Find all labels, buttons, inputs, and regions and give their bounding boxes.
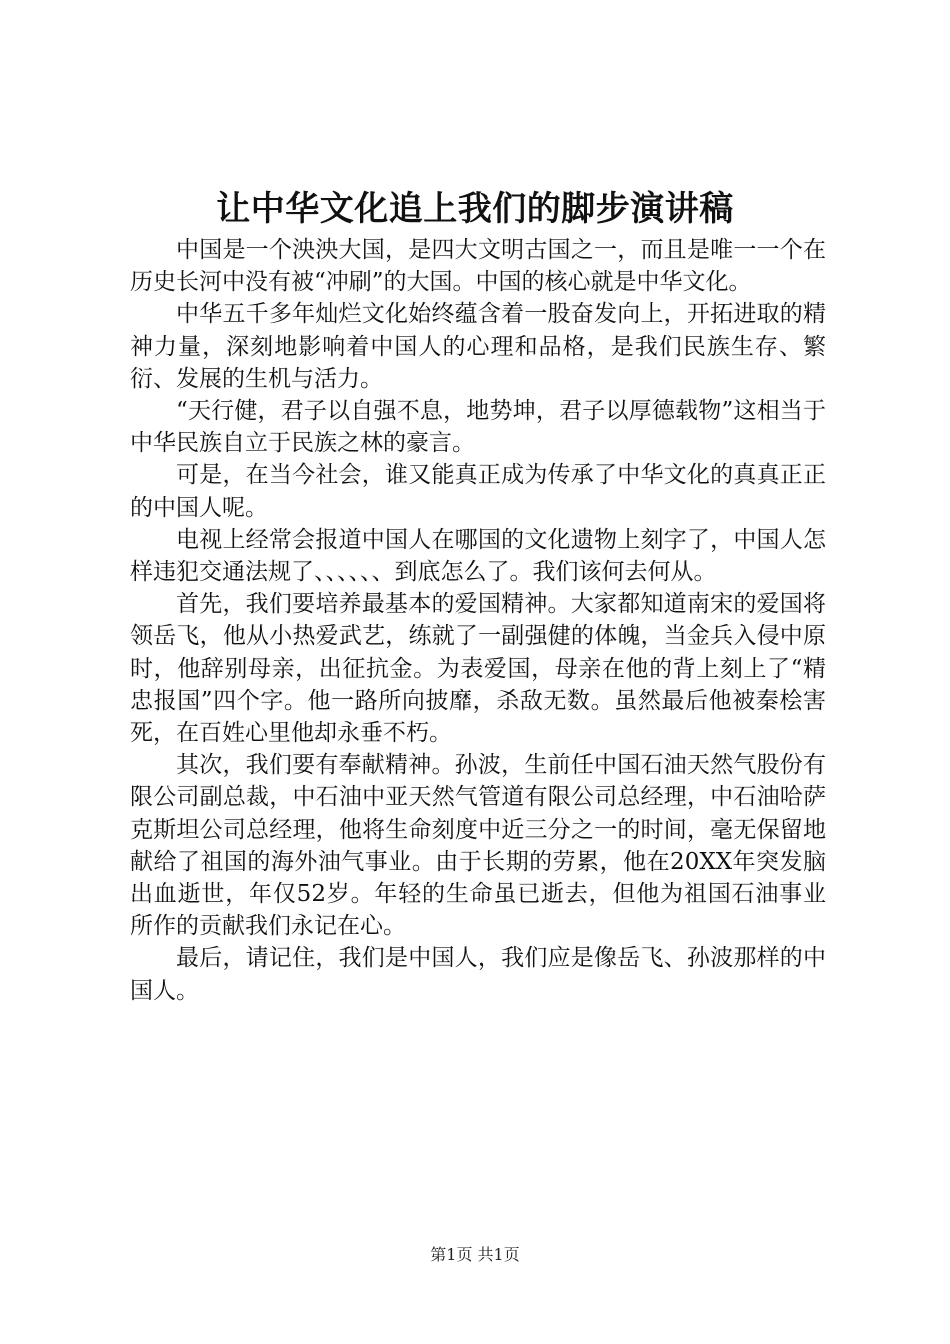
paragraph-8: 最后，请记住，我们是中国人，我们应是像岳飞、孙波那样的中国人。 <box>130 945 826 1004</box>
paragraph-5: 电视上经常会报道中国人在哪国的文化遗物上刻字了，中国人怎样违犯交通法规了、、、、、、到底怎么了。我们该何去何从。 <box>130 526 826 586</box>
paragraph-2: 中华五千多年灿烂文化始终蕴含着一股奋发向上，开拓进取的精神力量，深刻地影响着中国人的心理和品格，是我们民族生存、繁衍、发展的生机与活力。 <box>130 301 826 392</box>
paragraph-7: 其次，我们要有奉献精神。孙波，生前任中国石油天然气股份有限公司副总裁，中石油中亚天然气管道有限公司总经理，中石油哈萨克斯坦公司总经理，他将生命刻度中近三分之一的时间，毫无保留地献给了祖国的海外油气事业。由于长期的劳累，他在20XX年突发脑出血逝世，年仅52岁。年轻的生命虽已逝去，但他为祖国石油事业所作的贡献我们永记在心。 <box>130 752 826 940</box>
paragraph-4: 可是，在当今社会，谁又能真正成为传承了中华文化的真真正正的中国人呢。 <box>130 462 826 521</box>
document-body <box>130 234 826 1007</box>
document-title: 让中华文化追上我们的脚步演讲稿 <box>216 189 734 229</box>
paragraph-1: 中国是一个泱泱大国，是四大文明古国之一，而且是唯一一个在历史长河中没有被“冲刷”的大国。中国的核心就是中华文化。 <box>130 237 826 296</box>
paragraph-3: “天行健，君子以自强不息，地势坤，君子以厚德载物”这相当于中华民族自立于民族之林的豪言。 <box>130 398 826 457</box>
page-number-footer: 第1页 共1页 <box>430 1245 520 1264</box>
paragraph-6: 首先，我们要培养最基本的爱国精神。大家都知道南宋的爱国将领岳飞，他从小热爱武艺，练就了一副强健的体魄，当金兵入侵中原时，他辞别母亲，出征抗金。为表爱国，母亲在他的背上刻上了“精忠报国”四个字。他一路所向披靡，杀敌无数。虽然最后他被秦桧害死，在百姓心里他却永垂不朽。 <box>130 591 826 747</box>
